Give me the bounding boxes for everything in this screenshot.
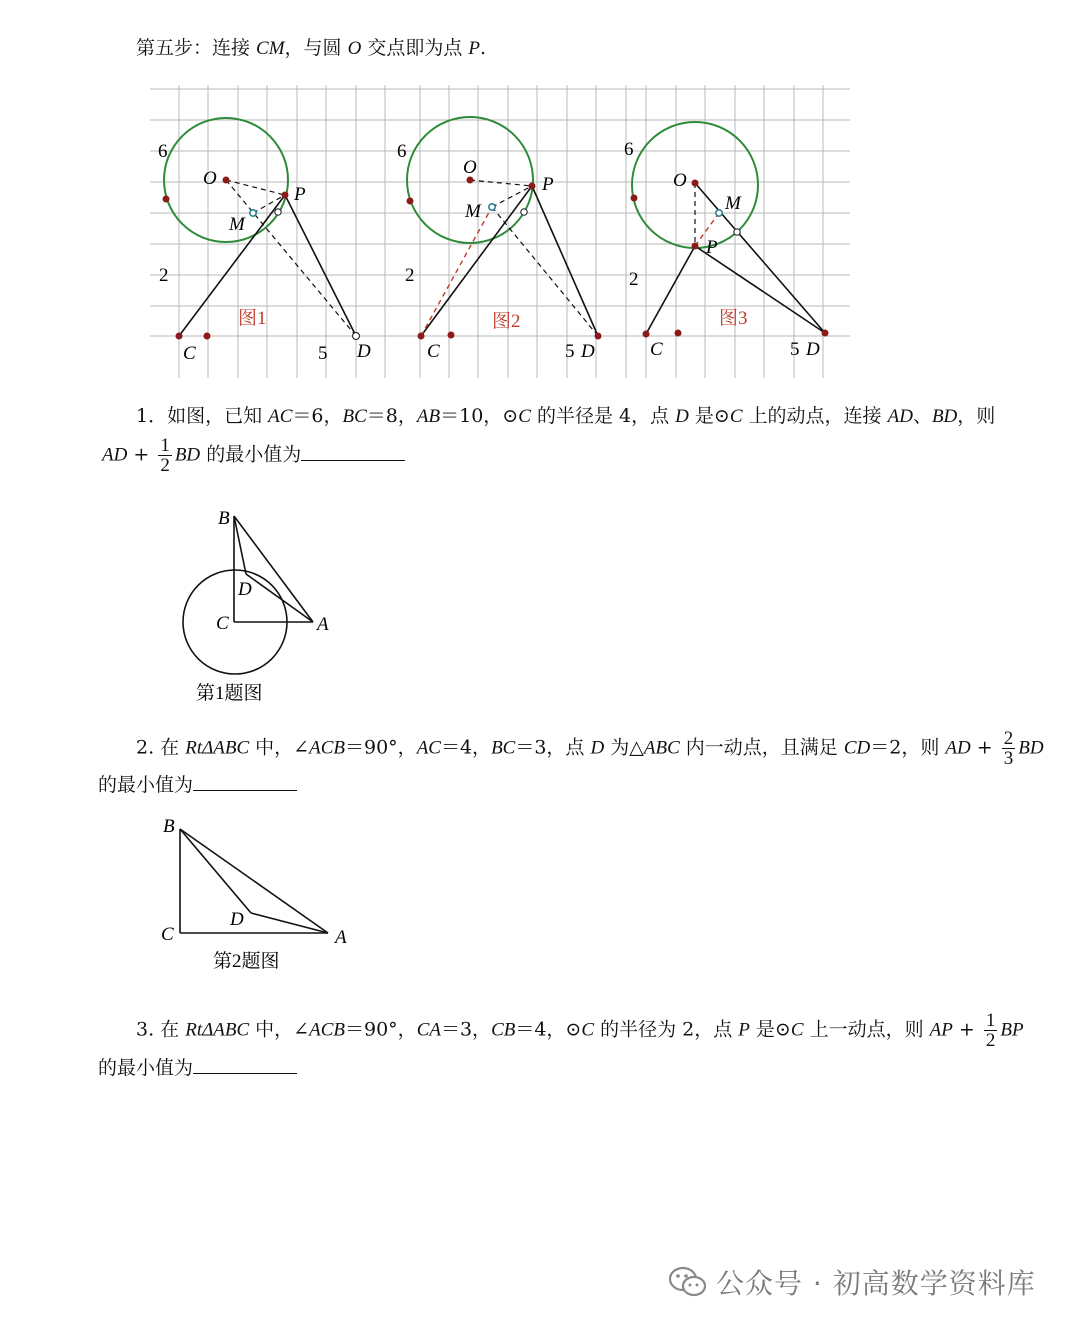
step5-o: O bbox=[347, 38, 362, 59]
q2-label-c: C bbox=[161, 924, 174, 945]
fig3-point-left bbox=[631, 195, 638, 202]
q1-ad: AD bbox=[887, 406, 913, 427]
q3-d: ＝3， bbox=[440, 1018, 492, 1041]
step5-text bbox=[136, 36, 486, 61]
fig1-line-pd bbox=[285, 195, 356, 336]
q3-cb: CB bbox=[491, 1019, 516, 1041]
fig2-point-p bbox=[529, 183, 536, 190]
fig3-label-d: D bbox=[806, 339, 820, 360]
fig1-point-c bbox=[176, 333, 183, 340]
q2-b: 中，∠ bbox=[249, 736, 310, 759]
fig1-point-left bbox=[163, 196, 170, 203]
q2-e: ＝3，点 bbox=[515, 736, 591, 759]
fig3-line-cp bbox=[646, 246, 695, 334]
q2-line-ba bbox=[180, 829, 328, 933]
watermark-text: 公众号 · 初高数学资料库 bbox=[716, 1267, 1036, 1300]
q1-c1: C bbox=[518, 406, 531, 427]
q1-label-b: B bbox=[218, 508, 230, 529]
q3-e: ＝4，⊙ bbox=[515, 1018, 582, 1041]
fig1-label-p: P bbox=[294, 184, 306, 205]
fig1-label-d: D bbox=[357, 341, 371, 362]
step5-prefix: 第五步：连接 bbox=[136, 37, 257, 59]
step5-cm: CM bbox=[256, 38, 285, 59]
fig1-point-c2 bbox=[204, 333, 211, 340]
figure-2 bbox=[397, 117, 602, 362]
fig2-tick-2: 2 bbox=[405, 265, 415, 286]
q2-line2 bbox=[98, 772, 297, 797]
fig3-caption: 图3 bbox=[719, 308, 748, 329]
q3-c: ＝90°， bbox=[345, 1018, 417, 1041]
grid-lines bbox=[150, 85, 850, 378]
q3-acb: ACB bbox=[309, 1019, 345, 1041]
q3-b: 中，∠ bbox=[249, 1018, 310, 1041]
fig2-point-c bbox=[418, 333, 425, 340]
q1-line1 bbox=[136, 404, 995, 429]
q3-rt: RtΔABC bbox=[185, 1019, 250, 1041]
q3-bp: BP bbox=[1000, 1019, 1024, 1041]
q1-on: 是⊙ bbox=[688, 405, 730, 427]
fig1-point-q bbox=[275, 209, 281, 215]
q3-cc2: C bbox=[790, 1019, 804, 1041]
fig2-line-pd bbox=[532, 186, 598, 336]
q3-line1 bbox=[136, 1011, 1024, 1050]
q3-pp: P bbox=[738, 1019, 750, 1041]
q2-label-b: B bbox=[163, 816, 175, 837]
q3-plus: + bbox=[952, 1018, 981, 1041]
fig1-label-c: C bbox=[183, 343, 196, 364]
q2-ad: AD bbox=[945, 737, 971, 759]
q1-radius: 的半径是 4，点 bbox=[530, 405, 676, 427]
q1-label-d: D bbox=[238, 579, 252, 600]
q2-answer-blank[interactable] bbox=[193, 772, 297, 791]
q2-figure bbox=[150, 810, 360, 980]
fig3-point-d bbox=[822, 330, 829, 337]
fig1-label-m: M bbox=[229, 214, 245, 235]
fig3-label-p: P bbox=[706, 237, 718, 258]
figure-3 bbox=[624, 122, 829, 360]
q1-d1: D bbox=[675, 406, 689, 427]
q3-a: 3. 在 bbox=[136, 1018, 186, 1041]
q2-bd: BD bbox=[1018, 737, 1044, 759]
fig2-label-m: M bbox=[465, 201, 481, 222]
q3-line2-text: 的最小值为 bbox=[98, 1057, 194, 1079]
fig3-point-o bbox=[692, 180, 699, 187]
q3-h: 上一动点，则 bbox=[803, 1018, 930, 1041]
q1-caption: 第1题图 bbox=[196, 683, 263, 704]
q1-fraction bbox=[158, 436, 172, 475]
q2-line2-text: 的最小值为 bbox=[98, 774, 194, 796]
q2-d: ＝4， bbox=[440, 736, 492, 759]
fig2-label-d: D bbox=[581, 341, 595, 362]
q2-line1 bbox=[136, 729, 1044, 768]
fig2-label-c: C bbox=[427, 341, 440, 362]
q2-dd: D bbox=[590, 737, 605, 759]
fig1-point-m bbox=[250, 210, 256, 216]
q3-frac-num: 1 bbox=[985, 1010, 996, 1031]
fig1-point-d bbox=[353, 333, 360, 340]
q2-abc: ABC bbox=[643, 737, 680, 759]
q3-frac-den: 2 bbox=[985, 1030, 996, 1051]
q1-figure bbox=[170, 500, 350, 710]
fig1-tick-6: 6 bbox=[158, 141, 168, 162]
q1-ac: AC bbox=[268, 406, 293, 427]
q2-cd: CD bbox=[843, 737, 871, 759]
step5-p: P bbox=[468, 38, 481, 59]
fig3-line-od bbox=[695, 183, 825, 333]
q1-expr-ad: AD bbox=[102, 444, 128, 466]
step5-end: . bbox=[480, 37, 487, 59]
fig3-tick-6: 6 bbox=[624, 139, 634, 160]
fig2-label-o: O bbox=[463, 157, 477, 178]
q2-f: 为△ bbox=[604, 736, 644, 759]
fig2-dash-mp bbox=[492, 186, 532, 207]
q2-rt: RtΔABC bbox=[185, 737, 250, 759]
q1-plus: + bbox=[127, 443, 156, 466]
q3-cc: C bbox=[581, 1019, 595, 1041]
q2-a: 2. 在 bbox=[136, 736, 186, 759]
q2-frac-num: 2 bbox=[1003, 728, 1014, 749]
figure-1 bbox=[158, 118, 371, 364]
fig1-caption: 图1 bbox=[238, 308, 267, 329]
fig2-tick-6: 6 bbox=[397, 141, 407, 162]
fig1-tick-2: 2 bbox=[159, 265, 169, 286]
fig3-label-c: C bbox=[650, 339, 663, 360]
fig2-label-p: P bbox=[542, 174, 554, 195]
q1-min: 的最小值为 bbox=[200, 443, 302, 466]
q1-sep: 、 bbox=[912, 405, 932, 427]
fig3-label-o: O bbox=[673, 170, 687, 191]
q2-plus: + bbox=[970, 736, 999, 759]
q2-c: ＝90°， bbox=[345, 736, 417, 759]
q3-line2 bbox=[98, 1055, 297, 1080]
q1-ab: AB bbox=[416, 406, 441, 427]
step5-mid: ，与圆 bbox=[284, 37, 348, 59]
fig2-point-c2 bbox=[448, 332, 455, 339]
q1-frac-num: 1 bbox=[160, 435, 170, 456]
q1-eq8: ＝8， bbox=[366, 405, 417, 427]
fig1-label-o: O bbox=[203, 168, 217, 189]
q1-then: ，则 bbox=[957, 405, 996, 427]
q3-ap: AP bbox=[929, 1019, 953, 1041]
q2-label-a: A bbox=[335, 927, 347, 948]
q1-bc: BC bbox=[342, 406, 367, 427]
q2-label-d: D bbox=[230, 909, 244, 930]
wechat-icon bbox=[668, 1265, 708, 1299]
fig2-point-d bbox=[595, 333, 602, 340]
q2-line-da bbox=[251, 913, 328, 933]
q3-fraction bbox=[984, 1011, 998, 1050]
q3-f: 的半径为 2，点 bbox=[594, 1018, 739, 1041]
fig2-dash-cm bbox=[421, 207, 492, 336]
fig1-tick-5: 5 bbox=[318, 343, 328, 364]
fig1-point-p bbox=[282, 192, 289, 199]
fig3-point-p bbox=[692, 243, 699, 250]
fig2-tick-5: 5 bbox=[565, 341, 575, 362]
q1-eq6: ＝6， bbox=[292, 405, 343, 427]
q3-g: 是⊙ bbox=[749, 1018, 791, 1041]
q2-acb: ACB bbox=[309, 737, 345, 759]
fig3-label-m: M bbox=[725, 193, 741, 214]
q1-c2: C bbox=[729, 406, 743, 427]
fig3-point-c2 bbox=[675, 330, 682, 337]
fig3-tick-2: 2 bbox=[629, 269, 639, 290]
q3-ca: CA bbox=[416, 1019, 441, 1041]
q1-line2 bbox=[102, 436, 405, 475]
q3-answer-blank[interactable] bbox=[193, 1055, 297, 1074]
watermark bbox=[668, 1262, 1036, 1302]
q1-bd: BD bbox=[931, 406, 958, 427]
fig2-point-left bbox=[407, 198, 414, 205]
q1-frac-den: 2 bbox=[160, 455, 170, 476]
q2-fraction bbox=[1002, 729, 1016, 768]
q2-g: 内一动点，且满足 bbox=[679, 736, 844, 759]
q1-answer-blank[interactable] bbox=[301, 442, 405, 461]
fig3-tick-5: 5 bbox=[790, 339, 800, 360]
fig3-point-m bbox=[716, 210, 722, 216]
fig3-point-c bbox=[643, 331, 650, 338]
q1-expr-bd: BD bbox=[174, 444, 201, 466]
q1-line-da bbox=[246, 574, 313, 622]
fig2-point-m bbox=[489, 204, 495, 210]
q2-bc: BC bbox=[491, 737, 516, 759]
step5-mid2: 交点即为点 bbox=[361, 37, 469, 59]
q1-label-a: A bbox=[317, 614, 329, 635]
q1-line-ba bbox=[234, 516, 313, 622]
q1-label-c: C bbox=[216, 613, 229, 634]
q1-moving: 上的动点，连接 bbox=[742, 405, 888, 427]
q2-frac-den: 3 bbox=[1003, 748, 1014, 769]
q2-caption: 第2题图 bbox=[213, 951, 280, 972]
q1-eq10: ＝10，⊙ bbox=[440, 405, 519, 427]
fig1-point-o bbox=[223, 177, 230, 184]
fig3-point-q bbox=[734, 229, 740, 235]
q2-ac: AC bbox=[416, 737, 441, 759]
q2-h: ＝2，则 bbox=[870, 736, 946, 759]
q1-text-a: 1．如图，已知 bbox=[136, 405, 269, 427]
fig2-point-q bbox=[521, 209, 527, 215]
fig2-dash-op bbox=[470, 180, 532, 186]
step-figures bbox=[140, 80, 860, 385]
fig2-caption: 图2 bbox=[492, 311, 521, 332]
